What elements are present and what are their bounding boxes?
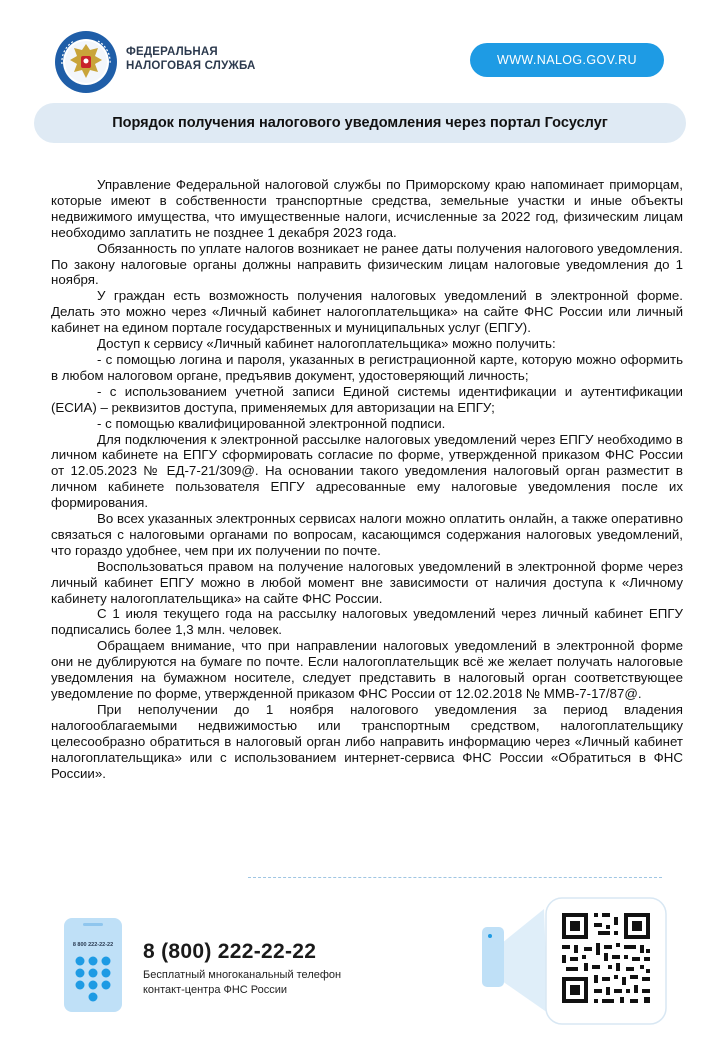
org-name-line2: НАЛОГОВАЯ СЛУЖБА — [126, 60, 256, 72]
dashed-divider — [248, 877, 662, 878]
paragraph: Для подключения к электронной рассылке налоговых уведомлений через ЕПГУ необходимо в личном кабинете на ЕПГУ сформировать согласие по форме, утвержденной приказом ФНС России от 12.05.2023 № ЕД-7-21/309@. На основании такого уведомления налоговый орган разместит в личном кабинете пользователя ЕПГУ адресованные ему налоговые уведомления после их формирования. — [51, 431, 683, 511]
paragraph: У граждан есть возможность получения налоговых уведомлений в электронной форме. Делать это можно через «Личный кабинет налогоплательщика» на сайте ФНС России или личный кабинет на едином портале государственных и муниципальных услуг (ЕПГУ). — [51, 288, 683, 336]
paragraph: Во всех указанных электронных сервисах налоги можно оплатить онлайн, а также оперативно связаться с налоговыми органами по вопросам, касающимся содержания налоговых уведомлений, что гораздо удобнее, чем при их получении по почте. — [51, 511, 683, 558]
small-phone-icon — [482, 927, 504, 987]
paragraph: Доступ к сервису «Личный кабинет налогоплательщика» можно получить: — [97, 336, 556, 352]
phone-desc-line2: контакт-центра ФНС России — [143, 983, 288, 996]
qr-code-icon — [562, 913, 650, 1003]
paragraph: Воспользоваться правом на получение налоговых уведомлений в электронной форме через личный кабинет ЕПГУ можно в любой момент вне зависимости от наличия доступа к «Личному кабинету налогоплательщика» на сайте ФНС России. — [51, 558, 683, 606]
list-item: - с использованием учетной записи Единой системы идентификации и аутентификации (ЕСИА) – реквизитов доступа, применяемых для авторизации на ЕПГУ; — [51, 383, 683, 415]
phone-icon-number: 8 800 222-22-22 — [72, 942, 114, 948]
contact-phone-description — [143, 968, 341, 997]
paragraph: Управление Федеральной налоговой службы по Приморскому краю напоминает приморцам, которые имеют в собственности транспортные средства, земельные участки и иные объекты недвижимого имущества, что имущественные налоги, исчисленные за 2022 год, физическим лицам необходимо заплатить не позднее 1 декабря 2023 года. — [51, 177, 683, 240]
smartphone-keypad-icon — [63, 917, 123, 1013]
website-link-button[interactable]: WWW.NALOG.GOV.RU — [470, 43, 664, 77]
article-body — [51, 177, 683, 781]
paragraph: Обращаем внимание, что при направлении налоговых уведомлений в электронной форме они не дублируются на бумаге по почте. Если налогоплательщик всё же желает получать налоговые уведомления на бумажном носителе, следует представить в налоговый орган соответствующее уведомление по форме, утвержденной приказом ФНС России от 12.02.2018 № ММВ-7-17/87@. — [51, 638, 683, 701]
paragraph: Обязанность по уплате налогов возникает не ранее даты получения налогового уведомления. По закону налоговые органы должны направить физическим лицам налоговые уведомления до 1 ноября. — [51, 240, 683, 288]
fns-emblem-logo — [54, 30, 118, 94]
org-name — [126, 45, 256, 73]
phone-desc-line1: Бесплатный многоканальный телефон — [143, 969, 342, 981]
title-banner — [34, 103, 686, 143]
list-item: - с помощью квалифицированной электронной подписи. — [97, 415, 446, 431]
page-title: Порядок получения налогового уведомления через портал Госуслуг — [112, 115, 608, 131]
org-name-line1: ФЕДЕРАЛЬНАЯ — [126, 46, 218, 58]
qr-code-panel — [474, 895, 670, 1027]
contact-phone-number[interactable]: 8 (800) 222-22-22 — [143, 940, 317, 963]
paragraph: При неполучении до 1 ноября налогового уведомления за период владения налогооблагаемыми недвижимостью или транспортным средством, налогоплательщику целесообразно обратиться в налоговый орган либо направить информацию через «Личный кабинет налогоплательщика» или с использованием интернет-сервиса ФНС России «Обратиться в ФНС России». — [51, 701, 683, 781]
list-item: - с помощью логина и пароля, указанных в регистрационной карте, которую можно оформить в любом налоговом органе, предъявив документ, удостоверяющий личность; — [51, 351, 683, 383]
paragraph: С 1 июля текущего года на рассылку налоговых уведомлений через личный кабинет ЕПГУ подписались более 1,3 млн. человек. — [51, 606, 683, 638]
